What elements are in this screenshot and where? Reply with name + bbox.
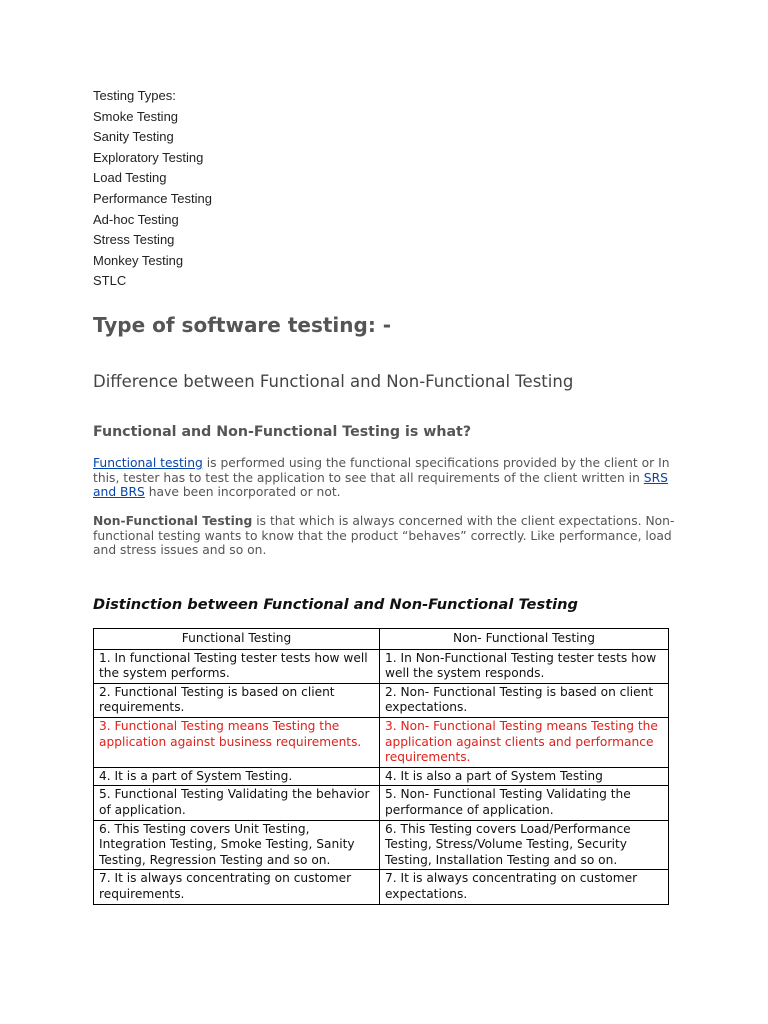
list-item: Exploratory Testing — [93, 149, 204, 165]
testing-types-list — [93, 86, 693, 292]
table-cell: 1. In functional Testing tester tests how well the system performs. — [94, 649, 380, 683]
table-cell: 6. This Testing covers Unit Testing, Integration Testing, Smoke Testing, Sanity Testing, Regression Testing and so on. — [94, 820, 380, 870]
list-item: Smoke Testing — [93, 108, 179, 124]
table-row-highlighted — [94, 717, 669, 767]
table-row — [94, 649, 669, 683]
table-row — [94, 870, 669, 904]
table-cell: 6. This Testing covers Load/Performance Testing, Stress/Volume Testing, Security Testing, Installation Testing and so on. — [380, 820, 669, 870]
table-cell: 4. It is also a part of System Testing — [380, 767, 669, 786]
list-item: Monkey Testing — [93, 252, 184, 268]
list-item: Stress Testing — [93, 232, 175, 248]
paragraph-text: is that which is always concerned with the client expectations. Non-functional testing wants to know that the product “behaves” correctly. Like performance, load and stress issues and so on. — [93, 514, 675, 558]
list-item: Ad-hoc Testing — [93, 211, 179, 227]
difference-heading: Difference between Functional and Non-Functional Testing — [93, 372, 574, 391]
comparison-table — [93, 628, 669, 905]
table-row — [94, 786, 669, 820]
column-header-non-functional: Non- Functional Testing — [380, 629, 669, 650]
distinction-heading: Distinction between Functional and Non-Functional Testing — [93, 596, 578, 613]
functional-testing-link[interactable]: Functional testing — [93, 456, 203, 470]
table-cell-highlighted: 3. Functional Testing means Testing the application against business requirements. — [94, 717, 380, 767]
paragraph-bold-term: Non-Functional Testing — [93, 514, 253, 528]
paragraph-text: have been incorporated or not. — [144, 485, 341, 500]
list-item: Sanity Testing — [93, 129, 174, 145]
table-cell: 1. In Non-Functional Testing tester tests how well the system responds. — [380, 649, 669, 683]
functional-testing-paragraph — [93, 456, 683, 500]
main-heading: Type of software testing: - — [93, 313, 392, 337]
table-row — [94, 767, 669, 786]
testing-types-title: Testing Types: — [93, 88, 176, 103]
table-row — [94, 683, 669, 717]
what-heading: Functional and Non-Functional Testing is what? — [93, 424, 472, 440]
table-cell: 7. It is always concentrating on customer requirements. — [94, 870, 380, 904]
table-cell: 2. Non- Functional Testing is based on client expectations. — [380, 683, 669, 717]
table-cell: 5. Non- Functional Testing Validating the performance of application. — [380, 786, 669, 820]
paragraph-text: is performed using the functional specifications provided by the client or In this, tester has to test the application to see that all requirements of the client written in — [93, 456, 670, 485]
table-cell: 5. Functional Testing Validating the behavior of application. — [94, 786, 380, 820]
table-cell: 7. It is always concentrating on customer expectations. — [380, 870, 669, 904]
table-header-row — [94, 629, 669, 650]
table-cell: 2. Functional Testing is based on client requirements. — [94, 683, 380, 717]
list-item: Load Testing — [93, 170, 167, 186]
non-functional-testing-paragraph — [93, 514, 683, 558]
table-cell: 4. It is a part of System Testing. — [94, 767, 380, 786]
column-header-functional: Functional Testing — [94, 629, 380, 650]
list-item: Performance Testing — [93, 190, 212, 206]
srs-brs-link[interactable]: SRS and BRS — [93, 470, 668, 500]
table-cell-highlighted: 3. Non- Functional Testing means Testing the application against clients and performance requirements. — [380, 717, 669, 767]
testing-types-section — [93, 86, 693, 292]
table-row — [94, 820, 669, 870]
list-item: STLC — [93, 273, 127, 289]
